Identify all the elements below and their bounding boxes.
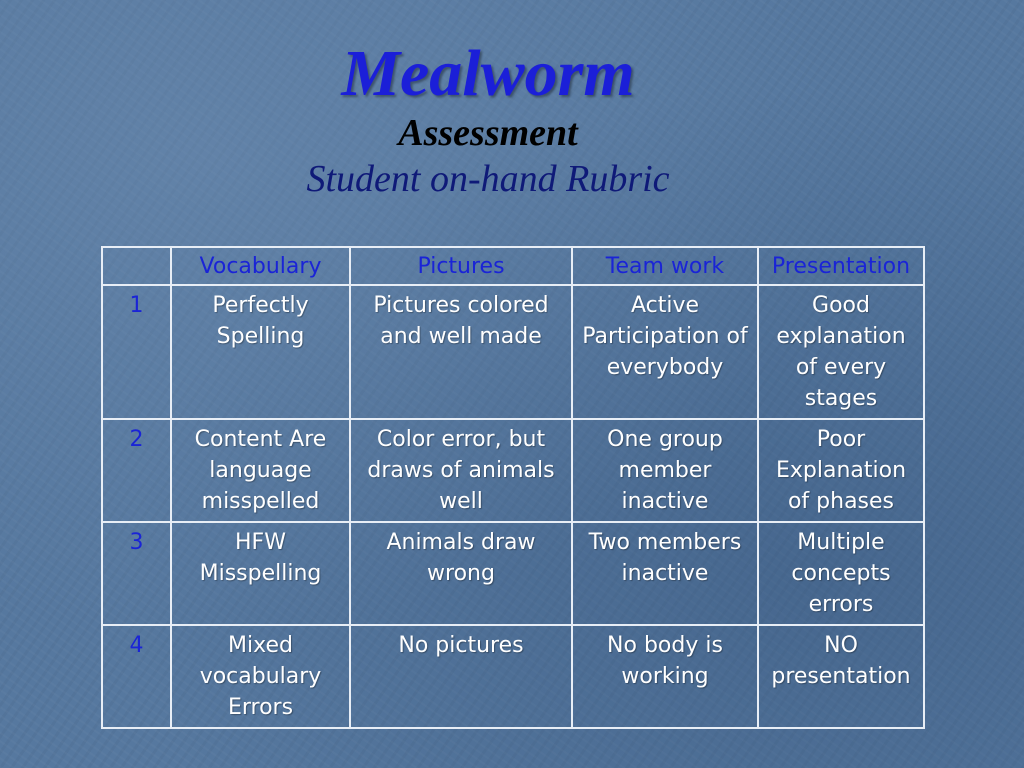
rubric-cell: One group member inactive [572, 419, 758, 522]
rubric-cell: Content Are language misspelled [171, 419, 350, 522]
header-cell-presentation: Presentation [758, 247, 924, 285]
rubric-table [101, 246, 925, 729]
rubric-cell: HFW Misspelling [171, 522, 350, 625]
rubric-cell: NO presentation [758, 625, 924, 728]
header-cell-pictures: Pictures [350, 247, 572, 285]
rubric-header-row [102, 247, 924, 285]
rubric-row [102, 625, 924, 728]
rubric-cell: Perfectly Spelling [171, 285, 350, 419]
level-cell: 1 [102, 285, 171, 419]
rubric-row [102, 522, 924, 625]
rubric-cell: Active Participation of everybody [572, 285, 758, 419]
slide-title: Mealworm [341, 37, 635, 110]
rubric-row [102, 419, 924, 522]
level-cell: 3 [102, 522, 171, 625]
slide-subtitle-rubric: Student on-hand Rubric [306, 158, 670, 200]
rubric-row [102, 285, 924, 419]
rubric-cell: Animals draw wrong [350, 522, 572, 625]
rubric-cell: No body is working [572, 625, 758, 728]
title-block [0, 36, 976, 204]
level-cell: 2 [102, 419, 171, 522]
rubric-cell: Good explanation of every stages [758, 285, 924, 419]
header-cell-vocabulary: Vocabulary [171, 247, 350, 285]
rubric-cell: No pictures [350, 625, 572, 728]
level-cell: 4 [102, 625, 171, 728]
rubric-cell: Pictures colored and well made [350, 285, 572, 419]
rubric-cell: Color error, but draws of animals well [350, 419, 572, 522]
rubric-cell: Two members inactive [572, 522, 758, 625]
header-cell-team-work: Team work [572, 247, 758, 285]
rubric-cell: Mixed vocabulary Errors [171, 625, 350, 728]
rubric-cell: Poor Explanation of phases [758, 419, 924, 522]
rubric-cell: Multiple concepts errors [758, 522, 924, 625]
slide-subtitle: Assessment [398, 112, 578, 154]
header-cell-empty [102, 247, 171, 285]
